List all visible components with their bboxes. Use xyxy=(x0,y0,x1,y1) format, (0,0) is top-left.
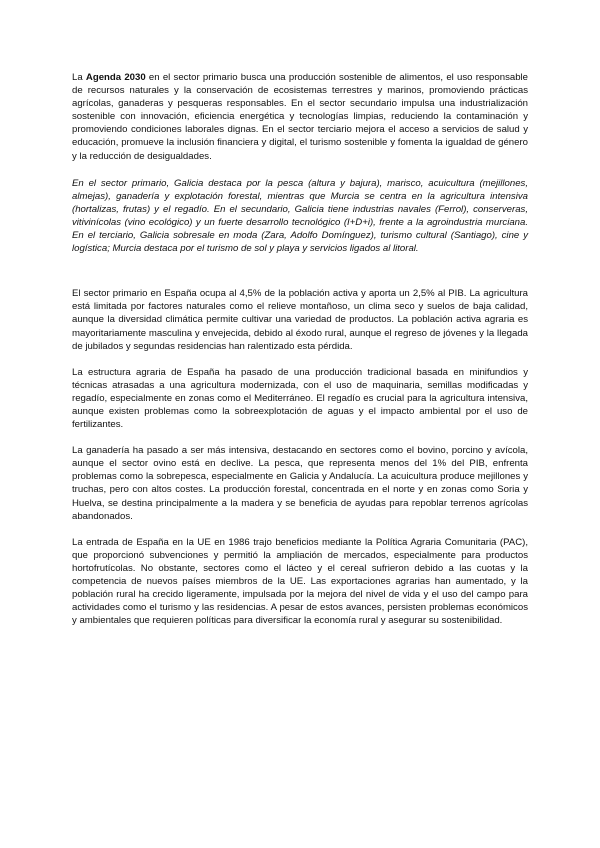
paragraph-ganaderia: La ganadería ha pasado a ser más intensiva, destacando en sectores como el bovino, porcino y avícola, aunque el sector ovino está en declive. La pesca, que representa menos del 1% del PIB, enfrenta problemas como la sobrepesca, especialmente en Galicia y Andalucía. La acuicultura produce mejillones y truchas, pero con altos costes. La producción forestal, concentrada en el norte y en zonas como Soria y Huelva, se destina principalmente a la madera y se beneficia de ayudas para repoblar terrenos agrícolas abandonados. xyxy=(72,445,528,522)
paragraph-entrada-ue: La entrada de España en la UE en 1986 trajo beneficios mediante la Política Agraria Comunitaria (PAC), que proporcionó subvenciones y permitió la ampliación de mercados, especialmente para productos hortofrutícolas. No obstante, sectores como el lácteo y el cereal sufrieron debido a las cuotas y la competencia de nuevos países miembros de la UE. Las exportaciones agrarias han aumentado, y la población rural ha crecido ligeramente, impulsada por la mejora del nivel de vida y el uso del campo para actividades como el turismo y las residencias. A pesar de estos avances, persisten problemas económicos y ambientales que requieren políticas para diversificar la economía rural y asegurar su sostenibilidad. xyxy=(72,536,528,627)
intro-paragraph xyxy=(72,71,528,163)
document-page xyxy=(72,71,528,640)
paragraph-estructura-agraria: La estructura agraria de España ha pasado de una producción tradicional basada en minifundios y técnicas atrasadas a una agricultura modernizada, con el uso de maquinaria, semillas modificadas y regadío, especialmente en zonas como el Mediterráneo. El regadío es crucial para la agricultura intensiva, aunque existen problemas como la sobreexplotación de aguas y el impacto ambiental por el uso de fertilizantes. xyxy=(72,366,528,431)
intro-lead: La xyxy=(72,72,86,83)
intro-text: en el sector primario busca una producción sostenible de alimentos, el uso responsable de recursos naturales y la conservación de ecosistemas terrestres y marinos, promoviendo prácticas agrícolas, ganaderas y pesqueras responsables. En el sector secundario impulsa una industrialización sostenible con innovación, eficiencia energética y tecnologías limpias, reduciendo la contaminación y promoviendo condiciones laborales dignas. En el sector terciario mejora el acceso a servicios de salud y educación, promueve la inclusión financiera y digital, el turismo sostenible y fomenta la igualdad de género y la reducción de desigualdades. xyxy=(72,72,529,162)
agenda-2030-bold: Agenda 2030 xyxy=(85,72,146,83)
paragraph-sector-primario: El sector primario en España ocupa al 4,5% de la población activa y aporta un 2,5% al PIB. La agricultura está limitada por factores naturales como el relieve montañoso, un clima seco y suelos de baja calidad, aunque la diversidad climática permite cultivar una variedad de productos. La población activa agraria es mayoritariamente masculina y envejecida, debido al éxodo rural, aunque el regreso de jóvenes y la llegada de jubilados y segundas residencias han ralentizado esta pérdida. xyxy=(72,288,528,352)
italic-paragraph: En el sector primario, Galicia destaca por la pesca (altura y bajura), marisco, acuicultura (mejillones, almejas), ganadería y explotación forestal, mientras que Murcia se centra en la agricultura intensiva (hortalizas, frutas) y el regadío. En el secundario, Galicia tiene industrias navales (Ferrol), conserveras, vitivinícolas (vino ecológico) y un fuerte desarrollo tecnológico (I+D+i), frente a la agroindustria murciana. En el terciario, Galicia sobresale en moda (Zara, Adolfo Domínguez), turismo cultural (Santiago), cine y logística; Murcia destaca por el turismo de sol y playa y servicios ligados al litoral. xyxy=(72,177,528,255)
